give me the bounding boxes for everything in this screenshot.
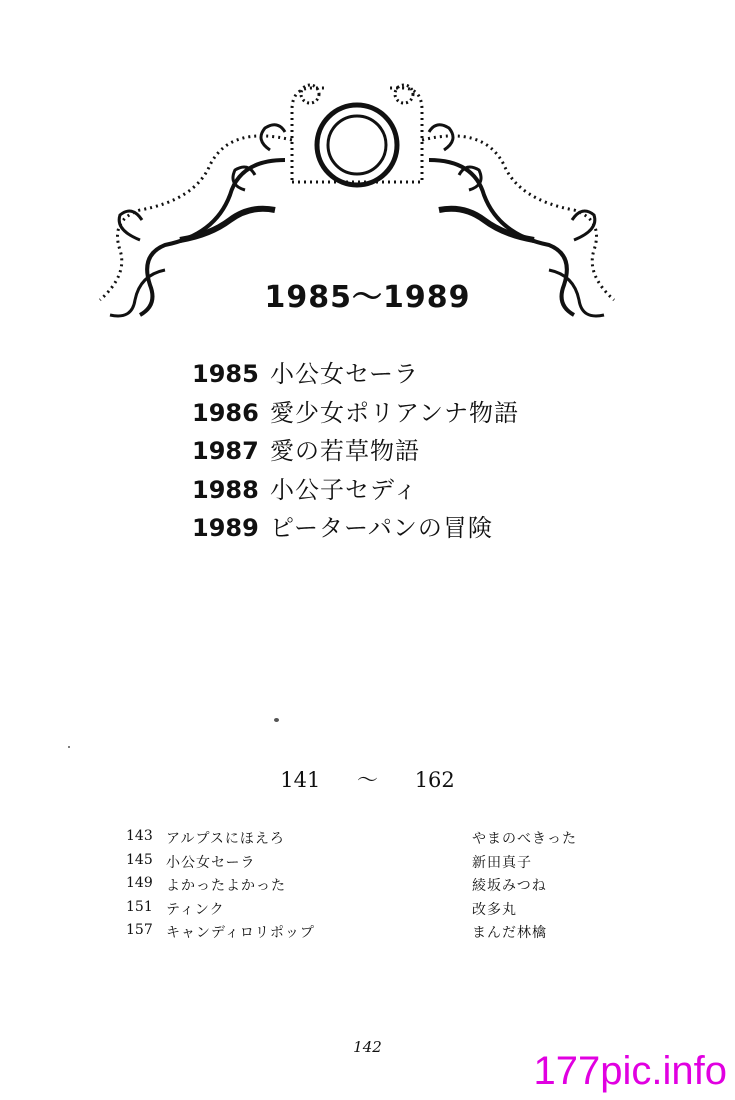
watermark-text: 177pic.info — [533, 1049, 727, 1093]
content-author: 改多丸 — [472, 901, 517, 918]
print-speck — [274, 718, 279, 722]
series-name: 小公子セディ — [270, 475, 419, 504]
series-name: 小公女セーラ — [270, 360, 420, 388]
content-page: 157 — [126, 922, 153, 938]
content-title: ティンク — [166, 901, 225, 918]
series-name: 愛の若草物語 — [270, 437, 420, 465]
list-item — [126, 875, 606, 899]
list-item — [126, 852, 606, 876]
series-row — [192, 508, 519, 547]
page-number: 142 — [353, 1038, 382, 1056]
content-title: 小公女セーラ — [166, 854, 256, 871]
content-title: アルプスにほえろ — [166, 831, 285, 847]
content-page: 143 — [126, 828, 153, 844]
page-range — [0, 764, 735, 794]
content-page: 145 — [126, 851, 153, 868]
list-item — [126, 828, 606, 852]
series-list — [192, 354, 519, 547]
series-year: 1986 — [192, 398, 259, 427]
print-speck — [68, 746, 70, 748]
content-title: キャンディロリポップ — [166, 925, 315, 941]
series-name: ピーターパンの冒険 — [270, 514, 493, 542]
list-item — [126, 899, 606, 923]
content-title: よかったよかった — [166, 878, 286, 894]
content-author: まんだ林檎 — [472, 925, 547, 941]
series-name: 愛少女ポリアンナ物語 — [270, 398, 520, 427]
page-range-separator: 〜 — [357, 768, 378, 792]
series-year: 1989 — [192, 514, 259, 542]
series-row — [192, 393, 519, 432]
series-year: 1988 — [192, 475, 259, 504]
series-row — [192, 354, 519, 393]
content-author: 新田真子 — [472, 854, 532, 871]
era-title: 1985〜1989 — [264, 280, 471, 315]
series-year: 1985 — [192, 360, 259, 388]
content-page: 151 — [126, 898, 153, 915]
series-year: 1987 — [192, 437, 259, 465]
list-item — [126, 922, 606, 946]
page-range-start: 141 — [280, 768, 321, 792]
series-row — [192, 470, 519, 509]
series-row — [192, 431, 519, 470]
content-author: 綾坂みつね — [472, 878, 547, 894]
content-page: 149 — [126, 875, 153, 891]
contents-list — [126, 828, 606, 946]
page-range-end: 162 — [414, 768, 455, 792]
content-author: やまのべきった — [472, 831, 577, 847]
